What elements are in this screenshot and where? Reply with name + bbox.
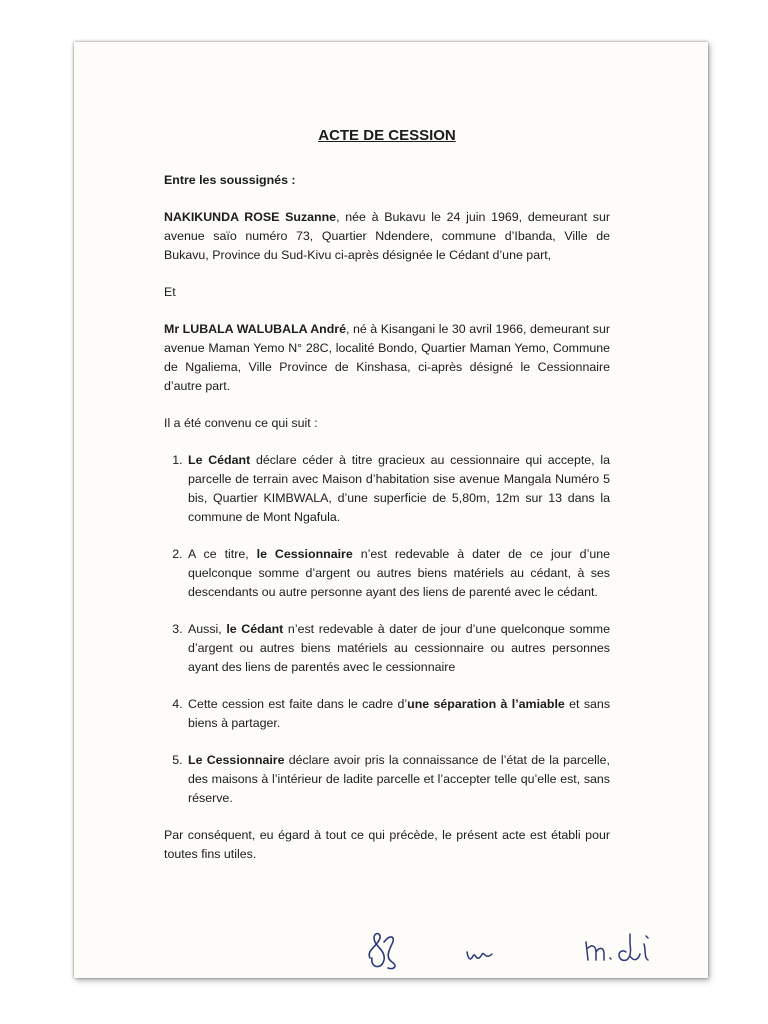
- clause-3-post: n’est redevable à dater de jour d’une quelconque somme d’argent ou autres biens matériels au cessionnaire ou autres personnes ayant des liens de parentés avec le cessionnaire: [188, 622, 611, 674]
- clause-3: [186, 620, 610, 677]
- agreement-intro: Il a été convenu ce qui suit :: [164, 416, 318, 430]
- party-1-name: NAKIKUNDA ROSE Suzanne: [164, 210, 337, 224]
- clause-3-bold: le Cédant: [226, 622, 284, 636]
- intro-line: [164, 171, 610, 190]
- clause-4: [186, 695, 610, 733]
- clause-2-post: n’est redevable à dater de ce jour d’une quelconque somme d’argent ou autres biens matériels au cédant, à ses descendants ou autre personne ayant des liens de parenté avec le cédant.: [188, 547, 610, 599]
- party-2-name: Mr LUBALA WALUBALA André: [164, 322, 346, 336]
- clause-5-text: déclare avoir pris la connaissance de l’état de la parcelle, des maisons à l’intérieur de ladite parcelle et l’accepter telle qu’elle est, sans réserve.: [188, 753, 610, 805]
- clause-2-bold: le Cessionnaire: [256, 547, 353, 561]
- conclusion: Par conséquent, eu égard à tout ce qui précède, le présent acte est établi pour toutes fins utiles.: [164, 828, 610, 861]
- clause-3-pre: Aussi,: [188, 622, 227, 636]
- party-2-details: , né à Kisangani le 30 avril 1966, demeurant sur avenue Maman Yemo N° 28C, localité Bondo, Quartier Maman Yemo, Commune de Ngaliema, Ville Province de Kinshasa, ci-après désigné le Cessionnaire d’autre part.: [164, 322, 610, 393]
- clause-2-pre: A ce titre,: [188, 547, 257, 561]
- party-1-details: , née à Bukavu le 24 juin 1969, demeurant sur avenue saïo numéro 73, Quartier Ndendere, commune d’Ibanda, Ville de Bukavu, Province du Sud-Kivu ci-après désignée le Cédant d’une part,: [164, 210, 610, 262]
- clause-1: [186, 451, 610, 527]
- clause-5-bold: Le Cessionnaire: [188, 753, 285, 767]
- clause-4-post: et sans biens à partager.: [188, 697, 611, 730]
- conjunction: Et: [164, 285, 176, 299]
- signature-initials-1: [364, 928, 400, 972]
- clause-1-bold: Le Cédant: [188, 453, 251, 467]
- clause-1-text: déclare céder à titre gracieux au cessionnaire qui accepte, la parcelle de terrain avec Maison d’habitation sise avenue Mangala Numéro 5 bis, Quartier KIMBWALA, d’une superficie de 5,80m, 12m sur 13 dans la commune de Mont Ngafula.: [188, 453, 610, 524]
- signature-area: [74, 926, 708, 978]
- clause-4-pre: Cette cession est faite dans le cadre d’: [188, 697, 408, 711]
- clause-4-bold: une séparation à l’amiable: [407, 697, 565, 711]
- party-1-paragraph: [164, 208, 610, 265]
- intro-text: Entre les soussignés :: [164, 173, 296, 187]
- signature-initials-2: [464, 944, 496, 968]
- document-body: [164, 126, 610, 882]
- document-page: [74, 42, 708, 978]
- clause-list: [164, 451, 610, 808]
- party-2-paragraph: [164, 320, 610, 396]
- clause-2: [186, 545, 610, 602]
- document-title: ACTE DE CESSION: [318, 127, 456, 144]
- clause-5: [186, 751, 610, 808]
- signature-initials-3: [582, 930, 666, 970]
